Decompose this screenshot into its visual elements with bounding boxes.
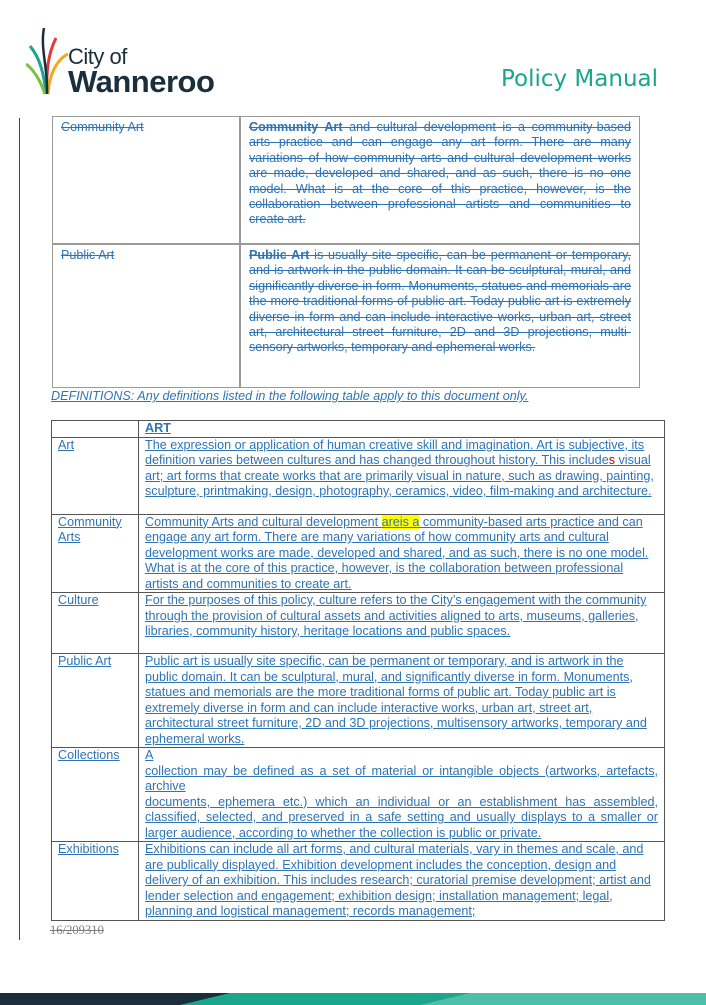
wanneroo-logo-icon	[26, 24, 70, 96]
logo-name-text: Wanneroo	[68, 64, 215, 99]
term-cell: Collections	[52, 748, 139, 842]
header-empty-cell	[52, 421, 139, 438]
table-row	[52, 842, 665, 921]
term-cell: Community Art	[52, 116, 240, 244]
logo-city-text: City of	[68, 44, 127, 69]
table-row	[52, 654, 665, 748]
term-cell: Art	[52, 437, 139, 514]
term-cell: Culture	[52, 593, 139, 654]
policy-manual-title: Policy Manual	[500, 66, 658, 92]
deleted-definitions-table	[52, 116, 640, 388]
description-cell: The expression or application of human creative skill and imagination. Art is subjective, its definition varies between cultures and has changed throughout history. This includes visual art; art forms that create works that are primarily visual in nature, such as drawing, painting, sculpture, printmaking, design, photography, ceramics, video, film-making and architecture.	[139, 437, 665, 514]
table-row	[52, 514, 665, 593]
term-cell: Exhibitions	[52, 842, 139, 921]
table-row	[52, 116, 640, 244]
city-logo	[26, 24, 236, 100]
description-cell: Community Art and cultural development is a community-based arts practice and can engage any art form. There are many variations of how community arts and cultural development works are made, developed and shared, and as such, there is no one model. What is at the core of this practice, however, is the collaboration between professional artists and communities to create art.	[240, 116, 640, 244]
description-cell: A collection may be defined as a set of material or intangible objects (artworks, artefacts, archive documents, ephemera etc.) which an individual or an establishment has assembled, classified, selected, and preserved in a safe setting and usually displays to a smaller or larger audience, according to whether the collection is public or private.	[139, 748, 665, 842]
table-row	[52, 748, 665, 842]
document-reference: 16/209310	[50, 923, 104, 937]
table-row	[52, 244, 640, 388]
table-row	[52, 437, 665, 514]
footer-brand-band	[0, 993, 706, 1005]
definitions-intro: DEFINITIONS: Any definitions listed in the following table apply to this document only.	[51, 389, 529, 403]
description-cell: For the purposes of this policy, culture refers to the City’s engagement with the community through the provision of cultural assets and activities aligned to arts, museums, galleries, libraries, community history, heritage locations and public spaces.	[139, 593, 665, 654]
description-cell: Public art is usually site specific, can be permanent or temporary, and is artwork in the public domain. It can be sculptural, mural, and significantly diverse in form. Monuments, statues and memorials are the more traditional forms of public art. Today public art is extremely diverse in form and can include interactive works, urban art, street art, architectural street furniture, 2D and 3D projections, multisensory artworks, temporary and ephemeral works.	[139, 654, 665, 748]
term-cell: Community Arts	[52, 514, 139, 593]
header-cell: ART	[139, 421, 665, 438]
definitions-table	[51, 420, 665, 921]
table-row	[52, 593, 665, 654]
term-cell: Public Art	[52, 244, 240, 388]
revision-change-bar	[19, 118, 20, 940]
description-cell: Community Arts and cultural development areis a community-based arts practice and can engage any art form. There are many variations of how community arts and cultural development works are made, developed and shared, and as such, there is no one model. What is at the core of this practice, however, is the collaboration between professional artists and communities to create art.	[139, 514, 665, 593]
highlighted-text: areis a	[381, 514, 420, 529]
table-header-row	[52, 421, 665, 438]
description-cell: Exhibitions can include all art forms, and cultural materials, vary in themes and scale, and are publically displayed. Exhibition development includes the conception, design and delivery of an exhibition. This includes research; curatorial premise development; artist and lender selection and engagement; exhibition design; installation management; legal, planning and logistical management; records management;	[139, 842, 665, 921]
term-cell: Public Art	[52, 654, 139, 748]
description-cell: Public Art is usually site specific, can be permanent or temporary, and is artwork in the public domain. It can be sculptural, mural, and significantly diverse in form. Monuments, statues and memorials are the more traditional forms of public art. Today public art is extremely diverse in form and can include interactive works, urban art, street art, architectural street furniture, 2D and 3D projections, multi-sensory artworks, temporary and ephemeral works.	[240, 244, 640, 388]
